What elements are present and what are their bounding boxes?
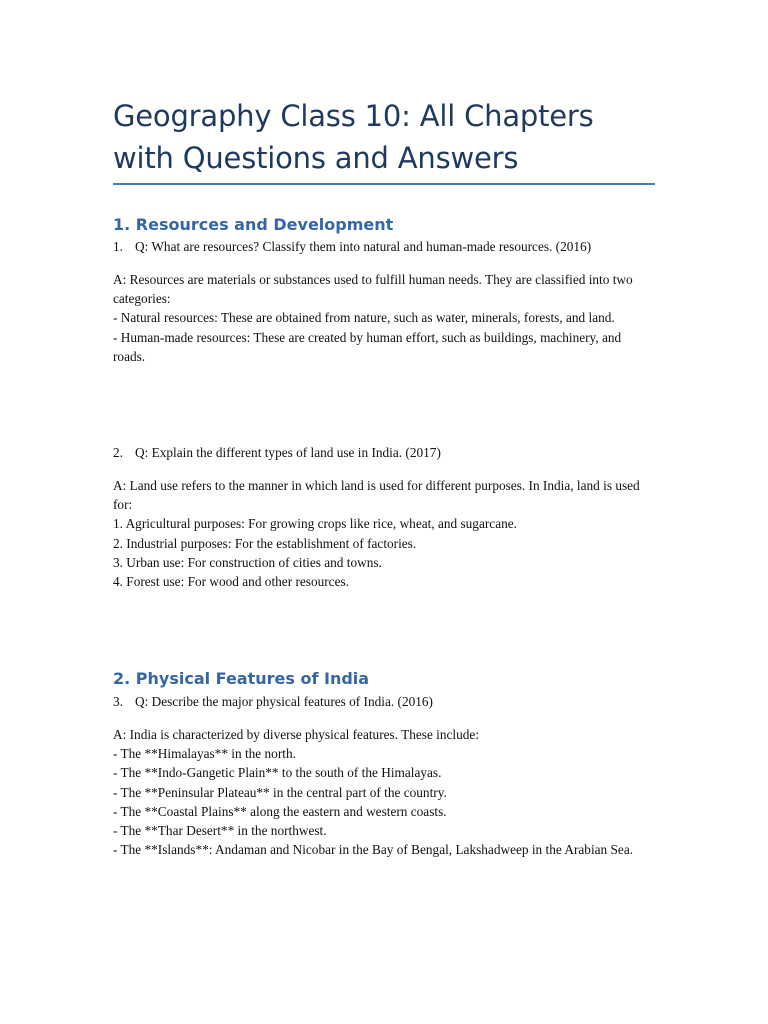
answer-line: 1. Agricultural purposes: For growing crops like rice, wheat, and sugarcane.: [113, 516, 517, 532]
question-number: 3.: [113, 694, 123, 709]
answer-line: 3. Urban use: For construction of cities and towns.: [113, 554, 382, 570]
question-number: 2.: [113, 445, 123, 460]
question-3: [113, 692, 655, 711]
answer-line: A: India is characterized by diverse physical features. These include:: [113, 727, 480, 742]
document-page: [113, 95, 655, 858]
question-1: [113, 237, 655, 256]
answer-2: [113, 476, 655, 591]
question-number: 1.: [113, 239, 123, 254]
question-text: Q: Describe the major physical features of India. (2016): [135, 694, 433, 709]
answer-line: 4. Forest use: For wood and other resources.: [113, 574, 349, 590]
answer-3: [113, 725, 655, 859]
answer-line: A: Land use refers to the manner in which land is used for different purposes. In India, land is used for:: [113, 478, 640, 513]
answer-1: [113, 270, 655, 366]
question-text: Q: Explain the different types of land use in India. (2017): [135, 445, 441, 460]
section-heading-resources: 1. Resources and Development: [113, 215, 394, 234]
answer-line: - The **Peninsular Plateau** in the central part of the country.: [113, 784, 447, 800]
question-2: [113, 443, 655, 462]
document-title: Geography Class 10: All Chapters with Questions and Answers: [113, 99, 594, 175]
answer-line: - The **Thar Desert** in the northwest.: [113, 823, 327, 839]
title-underline: [113, 183, 655, 185]
section-heading-physical-features: 2. Physical Features of India: [113, 669, 370, 688]
answer-line: - Natural resources: These are obtained from nature, such as water, minerals, forests, and land.: [113, 310, 615, 326]
answer-line: - The **Islands**: Andaman and Nicobar in the Bay of Bengal, Lakshadweep in the Arabian Sea.: [113, 842, 634, 858]
answer-line: A: Resources are materials or substances used to fulfill human needs. They are classified into two categories:: [113, 272, 633, 307]
answer-line: - The **Coastal Plains** along the eastern and western coasts.: [113, 803, 447, 819]
answer-line: - The **Himalayas** in the north.: [113, 746, 296, 762]
answer-line: 2. Industrial purposes: For the establishment of factories.: [113, 535, 417, 551]
answer-line: - Human-made resources: These are created by human effort, such as buildings, machinery, and roads.: [113, 329, 622, 364]
answer-line: - The **Indo-Gangetic Plain** to the south of the Himalayas.: [113, 765, 442, 781]
question-text: Q: What are resources? Classify them into natural and human-made resources. (2016): [135, 239, 592, 254]
